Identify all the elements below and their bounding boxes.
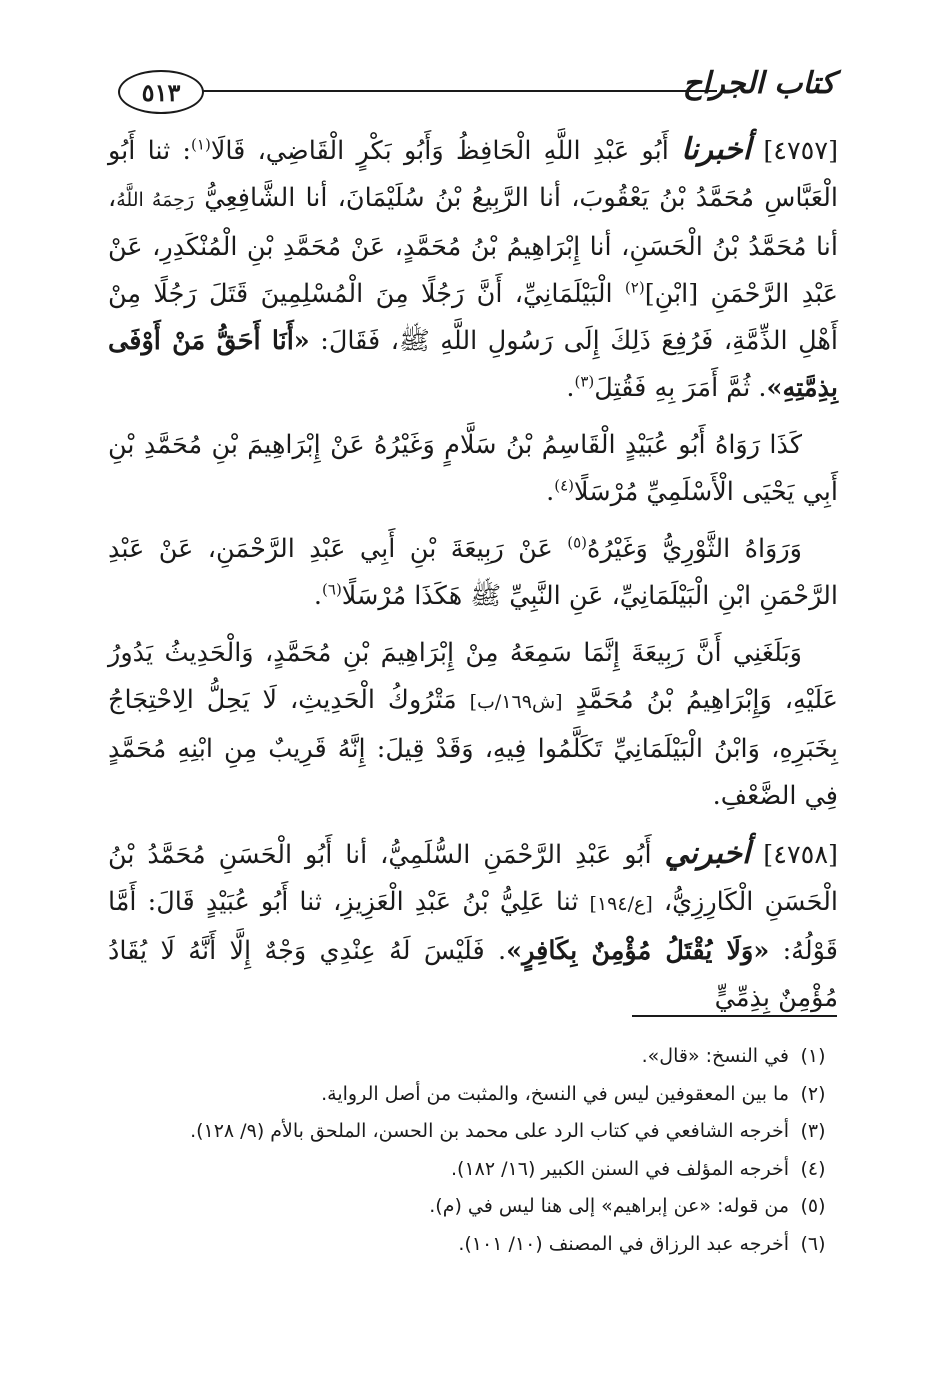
text-segment: أَبُو عَبْدِ الرَّحْمَنِ السُّلَمِيُّ، أنا أَبُو الْحَسَنِ مُحَمَّدُ بْنُ الْحَسَنِ الْكَارِزِيُّ، [108,840,838,917]
text-segment: . [566,373,575,403]
footnote-item [107,1038,837,1076]
honorific: رَحِمَهُ اللَّهُ [116,189,195,211]
footnote-number: (٤) [800,1157,826,1180]
text-segment: : ثنا أَبُو الْعَبَّاسِ مُحَمَّدُ بْنُ يَعْقُوبَ، أنا الرَّبِيعُ بْنُ سُلَيْمَانَ، أنا الشَّافِعِيُّ [108,136,839,213]
footnote-text: أخرجه المؤلف في السنن الكبير (١٦/ ١٨٢). [451,1157,789,1180]
footnote-text: أخرجه الشافعي في كتاب الرد على محمد بن الحسن، الملحق بالأم (٩/ ١٢٨). [190,1120,789,1142]
footnote-number: (٢) [800,1082,826,1105]
footnote-text: من قوله: «عن إبراهيم» إلى هنا ليس في (م). [429,1195,789,1217]
text-segment: . [546,477,555,507]
text-segment: مَتْرُوكُ الْحَدِيثِ، لَا يَحِلُّ الِاحْتِجَاجُ بِخَبَرِهِ، وَابْنُ الْبَيْلَمَانِيِّ تَكَلَّمُوا فِيهِ، وَقَدْ قِيلَ: إِنَّهُ قَرِيبٌ مِنِ ابْنِهِ مُحَمَّدٍ فِي الضَّعْفِ. [108,685,838,811]
footnote-item [107,1188,837,1226]
footnote-number: (٦) [800,1232,826,1255]
prophetic-quote: «وَلَا يُقْتَلُ مُؤْمِنٌ بِكَافِرٍ» [506,936,770,966]
footnote-item [107,1226,837,1264]
footnote-item [107,1113,837,1151]
hadith-4758 [108,830,838,1022]
footnote-ref: (١) [191,135,211,154]
main-text [108,126,838,1022]
text-segment: كَذَا رَوَاهُ أَبُو عُبَيْدٍ الْقَاسِمُ بْنُ سَلَّامٍ وَغَيْرُهُ عَنْ إِبْرَاهِيمَ بْنِ مُحَمَّدِ بْنِ أَبِي يَحْيَى الْأَسْلَمِيِّ مُرْسَلًا [108,430,838,507]
text-segment: الْبَيْلَمَانِيِّ، أَنَّ رَجُلًا مِنَ الْمُسْلِمِينَ قَتَلَ رَجُلًا مِنْ أَهْلِ الذِّمَّةِ، فَرُفِعَ ذَلِكَ إِلَى رَسُولِ اللَّهِ ﷺ، فَقَالَ: [108,279,838,356]
footnote-item [107,1076,837,1114]
paragraph [108,422,838,516]
footnote-number: (٥) [800,1195,826,1217]
page-header [110,62,835,122]
page-number: ٥١٣ [141,77,181,107]
text-segment: . فَلَيْسَ لَهُ عِنْدِي وَجْهٌ إِلَّا أَنَّهُ لَا يُقَادُ مُؤْمِنٌ بِذِمِّيٍّ [108,936,838,1013]
footnote-text: أخرجه عبد الرزاق في المصنف (١٠/ ١٠١). [458,1232,789,1255]
footnote-item [107,1151,837,1189]
footnote-number: (١) [800,1045,826,1067]
text-segment: وَرَوَاهُ الثَّوْرِيُّ وَغَيْرُهُ [587,534,802,564]
paragraph [108,630,838,820]
footnote-ref: (٦) [322,580,342,599]
page-number-badge [118,70,204,114]
book-title: كتاب الجراح [682,66,835,101]
text-segment: ثنا عَلِيُّ بْنُ عَبْدِ الْعَزِيزِ، ثنا أَبُو عُبَيْدٍ قَالَ: أَمَّا قَوْلُهُ: [108,887,838,966]
header-rule [202,90,717,92]
manuscript-ref: [ش١٦٩/ب] [469,691,563,713]
footnote-number: (٣) [800,1120,826,1142]
hadith-number: [٤٧٥٨] [763,840,838,870]
text-segment: عَنْ رَبِيعَةَ بْنِ أَبِي عَبْدِ الرَّحْمَنِ، عَنْ عَبْدِ الرَّحْمَنِ ابْنِ الْبَيْلَمَانِيِّ، عَنِ النَّبِيِّ ﷺ هَكَذَا مُرْسَلًا [108,534,838,611]
text-segment: . ثُمَّ أَمَرَ بِهِ فَقُتِلَ [594,373,767,403]
footnote-separator [632,1015,837,1017]
paragraph [108,526,838,620]
footnotes [107,1038,837,1263]
text-segment: . [313,581,323,611]
hadith-number: [٤٧٥٧] [763,136,839,166]
footnote-text: في النسخ: «قال». [641,1045,789,1067]
text-segment: وَبَلَغَنِي أَنَّ رَبِيعَةَ إِنَّمَا سَمِعَهُ مِنْ إِبْرَاهِيمَ بْنِ مُحَمَّدٍ، وَالْحَدِيثُ يَدُورُ عَلَيْهِ، وَإِبْرَاهِيمُ بْنُ مُحَمَّدٍ [108,638,838,715]
hadith-lead-word: أخبرني [664,836,751,871]
hadith-lead-word: أخبرنا [681,132,752,167]
footnote-ref: (٥) [567,533,588,552]
manuscript-ref: [ع/١٩٤] [589,893,653,915]
text-segment: ، أنا مُحَمَّدُ بْنُ الْحَسَنِ، أنا إِبْرَاهِيمُ بْنُ مُحَمَّدٍ، عَنْ مُحَمَّدِ بْنِ الْمُنْكَدِرِ، عَنْ عَبْدِ الرَّحْمَنِ [ابْنِ] [108,183,839,309]
footnote-ref: (٤) [554,476,574,495]
prophetic-quote: «أَنَا أَحَقُّ مَنْ أَوْفَى بِذِمَّتِهِ» [108,326,838,403]
footnote-ref: (٢) [624,278,645,297]
hadith-4757 [108,126,838,412]
text-segment: أَبُو عَبْدِ اللَّهِ الْحَافِظُ وَأَبُو بَكْرٍ الْقَاضِي، قَالَا [210,136,669,166]
footnote-text: ما بين المعقوفين ليس في النسخ، والمثبت من أصل الرواية. [321,1082,789,1105]
footnote-ref: (٣) [574,372,595,391]
